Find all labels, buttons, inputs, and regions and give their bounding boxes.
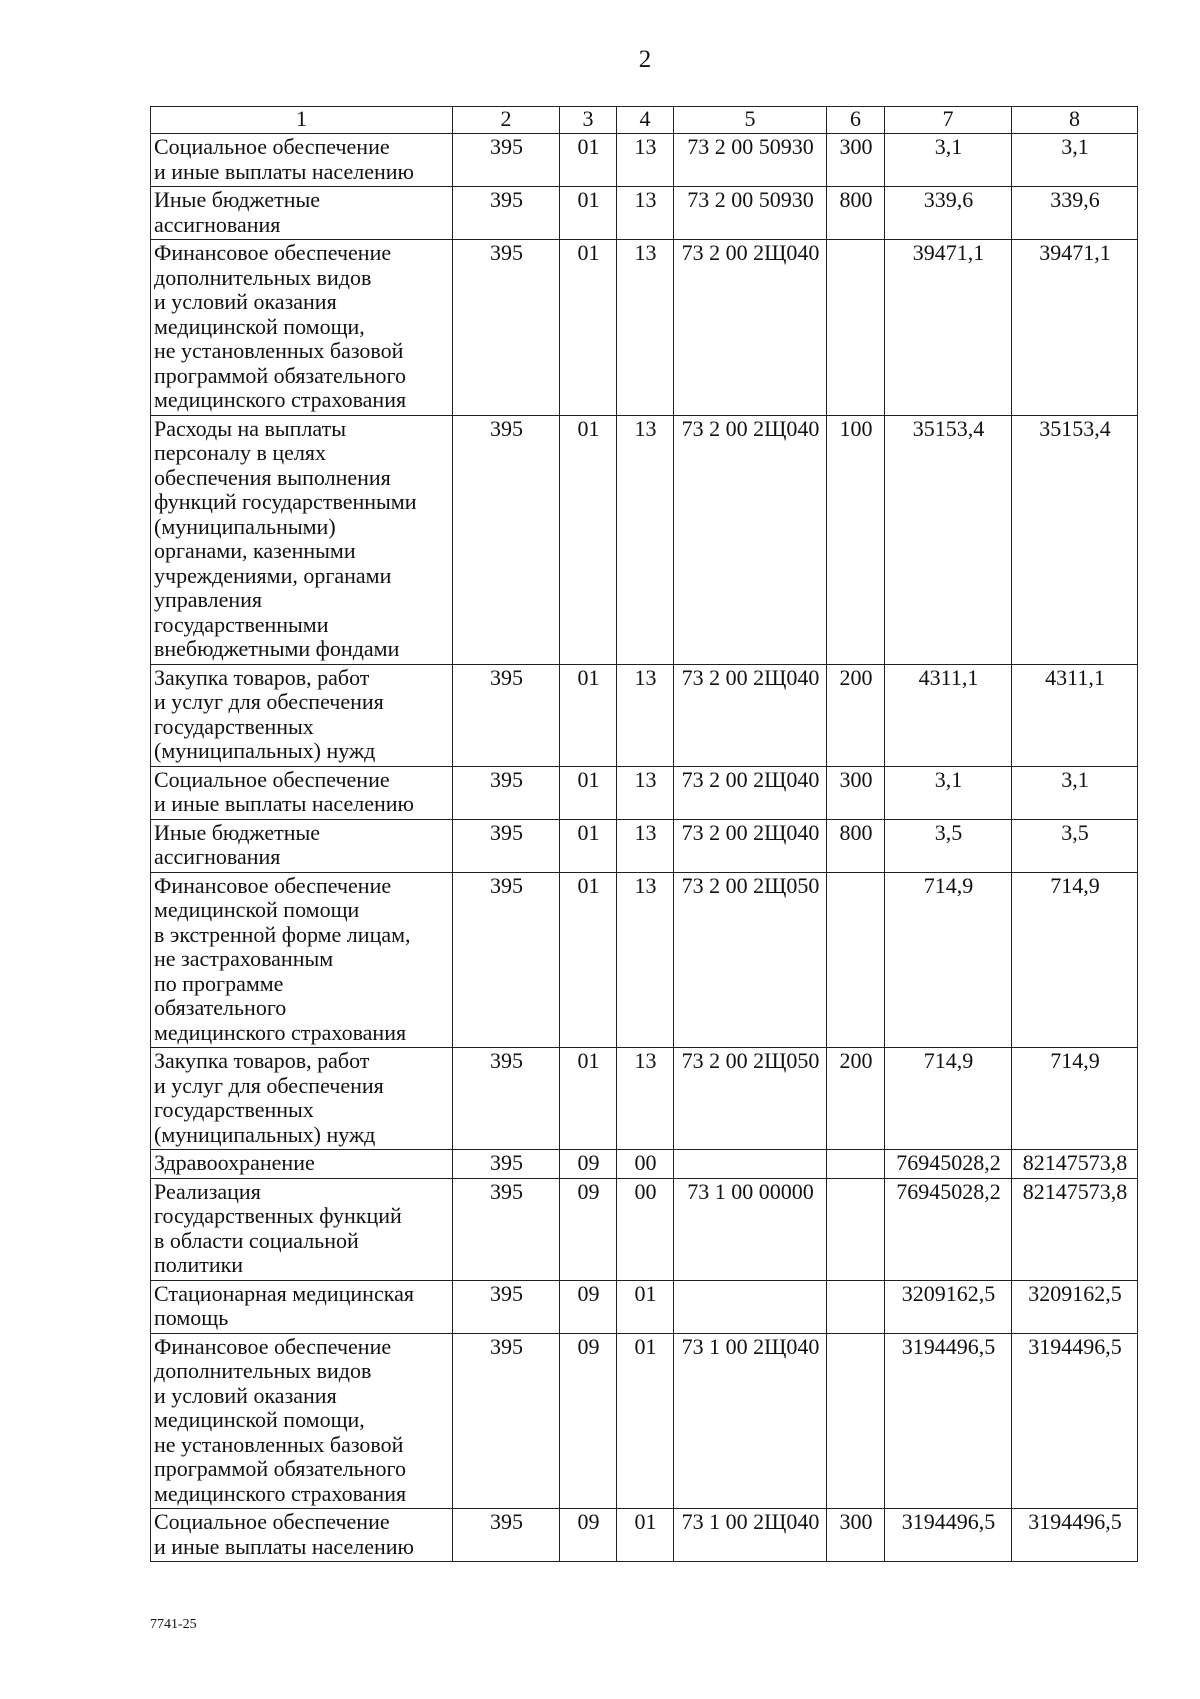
cell-col-4: 01 [617, 1333, 674, 1509]
cell-col-8: 714,9 [1012, 1048, 1138, 1150]
cell-col-3: 01 [560, 240, 617, 416]
table-row [151, 187, 1138, 240]
cell-col-5: 73 2 00 2Щ040 [674, 240, 827, 416]
cell-col-7: 4311,1 [885, 664, 1012, 766]
cell-col-3: 09 [560, 1150, 617, 1179]
cell-col-2: 395 [453, 187, 560, 240]
table-row [151, 134, 1138, 187]
cell-col-7: 3194496,5 [885, 1333, 1012, 1509]
cell-col-8: 82147573,8 [1012, 1150, 1138, 1179]
cell-col-2: 395 [453, 240, 560, 416]
table-row [151, 240, 1138, 416]
cell-col-3: 09 [560, 1280, 617, 1333]
cell-col-3: 01 [560, 415, 617, 664]
table-row [151, 1150, 1138, 1179]
budget-table [150, 106, 1138, 1562]
cell-name: Закупка товаров, работ и услуг для обеспечения государственных (муниципальных) нужд [151, 1048, 453, 1150]
cell-col-3: 09 [560, 1333, 617, 1509]
cell-col-4: 13 [617, 187, 674, 240]
cell-col-3: 01 [560, 766, 617, 819]
cell-name: Закупка товаров, работ и услуг для обеспечения государственных (муниципальных) нужд [151, 664, 453, 766]
page-number: 2 [638, 46, 652, 73]
cell-col-2: 395 [453, 872, 560, 1048]
cell-col-8: 4311,1 [1012, 664, 1138, 766]
cell-col-6: 800 [827, 819, 885, 872]
cell-col-2: 395 [453, 1509, 560, 1562]
cell-name: Финансовое обеспечение медицинской помощи в экстренной форме лицам, не застрахованным по программе обязательного медицинского страхования [151, 872, 453, 1048]
cell-col-8: 3,1 [1012, 766, 1138, 819]
cell-col-6 [827, 1178, 885, 1280]
cell-col-6: 100 [827, 415, 885, 664]
cell-col-4: 13 [617, 134, 674, 187]
cell-name: Социальное обеспечение и иные выплаты населению [151, 1509, 453, 1562]
cell-col-2: 395 [453, 1280, 560, 1333]
cell-col-4: 13 [617, 1048, 674, 1150]
header-row [151, 107, 1138, 134]
cell-col-7: 3194496,5 [885, 1509, 1012, 1562]
table-row [151, 766, 1138, 819]
table-row [151, 664, 1138, 766]
table-row [151, 1178, 1138, 1280]
cell-col-7: 39471,1 [885, 240, 1012, 416]
cell-col-6 [827, 1280, 885, 1333]
cell-col-7: 76945028,2 [885, 1178, 1012, 1280]
cell-name: Иные бюджетные ассигнования [151, 187, 453, 240]
cell-col-5: 73 2 00 2Щ050 [674, 872, 827, 1048]
cell-name: Расходы на выплаты персоналу в целях обеспечения выполнения функций государственными (муниципальными) органами, казенными учреждениями, органами управления государственными внебюджетными фондами [151, 415, 453, 664]
cell-name: Иные бюджетные ассигнования [151, 819, 453, 872]
header-col-2: 2 [453, 107, 560, 134]
header-col-1: 1 [151, 107, 453, 134]
cell-col-7: 3,5 [885, 819, 1012, 872]
cell-col-5: 73 1 00 2Щ040 [674, 1509, 827, 1562]
cell-col-2: 395 [453, 664, 560, 766]
cell-col-4: 13 [617, 872, 674, 1048]
cell-col-6: 300 [827, 1509, 885, 1562]
cell-col-7: 3,1 [885, 766, 1012, 819]
cell-col-3: 01 [560, 664, 617, 766]
cell-col-5: 73 1 00 00000 [674, 1178, 827, 1280]
cell-col-3: 01 [560, 134, 617, 187]
cell-col-7: 35153,4 [885, 415, 1012, 664]
cell-col-8: 39471,1 [1012, 240, 1138, 416]
cell-col-8: 35153,4 [1012, 415, 1138, 664]
cell-name: Финансовое обеспечение дополнительных видов и условий оказания медицинской помощи, не установленных базовой программой обязательного медицинского страхования [151, 240, 453, 416]
header-col-8: 8 [1012, 107, 1138, 134]
cell-col-5: 73 2 00 2Щ040 [674, 819, 827, 872]
cell-col-2: 395 [453, 1048, 560, 1150]
cell-col-4: 00 [617, 1150, 674, 1179]
cell-col-6 [827, 240, 885, 416]
cell-col-2: 395 [453, 134, 560, 187]
cell-col-4: 13 [617, 766, 674, 819]
cell-col-5: 73 2 00 2Щ040 [674, 415, 827, 664]
cell-col-6: 200 [827, 1048, 885, 1150]
cell-col-6 [827, 1333, 885, 1509]
cell-col-6 [827, 1150, 885, 1179]
table-row [151, 1333, 1138, 1509]
cell-col-4: 13 [617, 664, 674, 766]
cell-col-8: 3,1 [1012, 134, 1138, 187]
cell-col-2: 395 [453, 1178, 560, 1280]
cell-col-8: 339,6 [1012, 187, 1138, 240]
cell-col-8: 3209162,5 [1012, 1280, 1138, 1333]
cell-col-5: 73 2 00 2Щ040 [674, 766, 827, 819]
cell-col-7: 714,9 [885, 872, 1012, 1048]
cell-col-8: 3194496,5 [1012, 1333, 1138, 1509]
cell-col-4: 01 [617, 1509, 674, 1562]
cell-col-2: 395 [453, 415, 560, 664]
document-code: 7741-25 [150, 1617, 197, 1632]
cell-col-4: 13 [617, 819, 674, 872]
cell-col-7: 339,6 [885, 187, 1012, 240]
cell-col-8: 82147573,8 [1012, 1178, 1138, 1280]
cell-col-8: 714,9 [1012, 872, 1138, 1048]
cell-col-4: 13 [617, 240, 674, 416]
header-col-4: 4 [617, 107, 674, 134]
cell-col-7: 3209162,5 [885, 1280, 1012, 1333]
cell-col-5: 73 2 00 50930 [674, 134, 827, 187]
cell-col-7: 76945028,2 [885, 1150, 1012, 1179]
table-row [151, 1280, 1138, 1333]
table-row [151, 1048, 1138, 1150]
cell-col-8: 3194496,5 [1012, 1509, 1138, 1562]
table-body [151, 134, 1138, 1562]
cell-col-5 [674, 1150, 827, 1179]
cell-col-6 [827, 872, 885, 1048]
cell-col-3: 01 [560, 1048, 617, 1150]
cell-col-3: 01 [560, 187, 617, 240]
cell-col-5: 73 2 00 2Щ050 [674, 1048, 827, 1150]
cell-col-2: 395 [453, 1333, 560, 1509]
cell-name: Здравоохранение [151, 1150, 453, 1179]
header-col-5: 5 [674, 107, 827, 134]
cell-col-5 [674, 1280, 827, 1333]
cell-col-4: 13 [617, 415, 674, 664]
cell-col-6: 200 [827, 664, 885, 766]
cell-name: Финансовое обеспечение дополнительных видов и условий оказания медицинской помощи, не установленных базовой программой обязательного медицинского страхования [151, 1333, 453, 1509]
cell-col-5: 73 1 00 2Щ040 [674, 1333, 827, 1509]
cell-col-2: 395 [453, 819, 560, 872]
cell-col-6: 800 [827, 187, 885, 240]
cell-col-6: 300 [827, 134, 885, 187]
table-row [151, 872, 1138, 1048]
cell-col-7: 3,1 [885, 134, 1012, 187]
cell-name: Реализация государственных функций в области социальной политики [151, 1178, 453, 1280]
table-row [151, 819, 1138, 872]
header-col-7: 7 [885, 107, 1012, 134]
cell-name: Социальное обеспечение и иные выплаты населению [151, 134, 453, 187]
cell-col-3: 09 [560, 1178, 617, 1280]
cell-col-2: 395 [453, 766, 560, 819]
cell-name: Социальное обеспечение и иные выплаты населению [151, 766, 453, 819]
header-col-3: 3 [560, 107, 617, 134]
cell-col-4: 01 [617, 1280, 674, 1333]
cell-col-8: 3,5 [1012, 819, 1138, 872]
cell-col-3: 09 [560, 1509, 617, 1562]
header-col-6: 6 [827, 107, 885, 134]
cell-col-3: 01 [560, 872, 617, 1048]
table-row [151, 1509, 1138, 1562]
cell-col-6: 300 [827, 766, 885, 819]
table-row [151, 415, 1138, 664]
cell-col-7: 714,9 [885, 1048, 1012, 1150]
cell-name: Стационарная медицинская помощь [151, 1280, 453, 1333]
cell-col-4: 00 [617, 1178, 674, 1280]
cell-col-2: 395 [453, 1150, 560, 1179]
cell-col-5: 73 2 00 50930 [674, 187, 827, 240]
cell-col-3: 01 [560, 819, 617, 872]
cell-col-5: 73 2 00 2Щ040 [674, 664, 827, 766]
